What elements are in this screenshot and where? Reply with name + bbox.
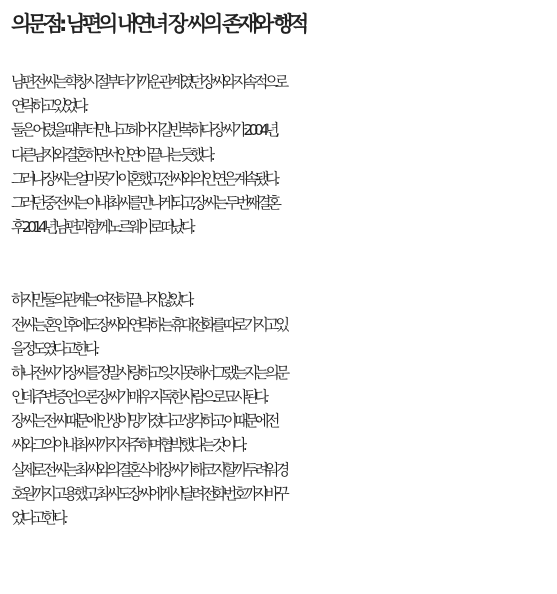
paragraph-line: 연락하고 있었다.: [11, 97, 85, 116]
paragraph-line: 씨와 그의 아내 최 씨까지 저주하며 협박했다는 것이다.: [11, 436, 244, 455]
paragraph-line: 다른 남자와 결혼하면서 인연이 끝나는 듯했다.: [11, 145, 212, 164]
paragraph-line: 실제로 전 씨는 최 씨와의 결혼식에 장 씨가 해코지할까 두려워 경: [11, 460, 286, 479]
paragraph-line: 하나 전 씨가 장 씨를 정말 사랑하고 잊지 못해서 그랬는지는 의문: [11, 363, 286, 382]
paragraph-line: 었다고 한다.: [11, 509, 64, 527]
paragraph-line: 을 정도였다고 한다.: [11, 339, 96, 358]
paragraph-2: [11, 288, 551, 530]
paragraph-line: 하지만 둘의 관계는 여전히 끝나지 않았다.: [11, 291, 191, 310]
paragraph-line: 그러나 장 씨는 얼마 못가 이혼했고, 전 씨와의 인연은 계속됐다.: [11, 169, 277, 188]
article: [11, 0, 551, 530]
paragraph-line: 인데, 주변 증언으론 장 씨가 매우 지독한 사람으로 묘사된다.: [11, 388, 266, 407]
paragraph-line: 둘은 어렸을 때부터 만나고 헤어지길 반복하다 장 씨가 2004년,: [11, 121, 276, 140]
paragraph-line: 호원까지 고용했고, 최 씨도 장 씨에게 시달려 전화번호까지 바꾸: [11, 484, 286, 503]
paragraph-line: 그러던 중 전 씨는 아내 최 씨를 만나게 되고, 장 씨는 두 번째 결혼: [11, 193, 278, 212]
paragraph-line: 후 2014년, 남편과 함께 노르웨이로 떠났다.: [11, 218, 192, 237]
paragraph-line: 장 씨는 전 씨 때문에 인생이 망가졌다고 생각하고, 이 때문에 전: [11, 412, 277, 431]
article-title: 의문점: 남편의 내연녀 장 씨의 존재와 행적: [11, 12, 305, 36]
paragraph-line: 전 씨는 혼인 후에도 장 씨와 연락하는 휴대전화를 따로 가지고 있: [11, 315, 286, 334]
paragraph-line: 남편 전 씨는 학창시절부터 가까운 관계였던 장 씨와 지속적으로: [11, 73, 285, 91]
paragraph-1: [11, 70, 551, 239]
